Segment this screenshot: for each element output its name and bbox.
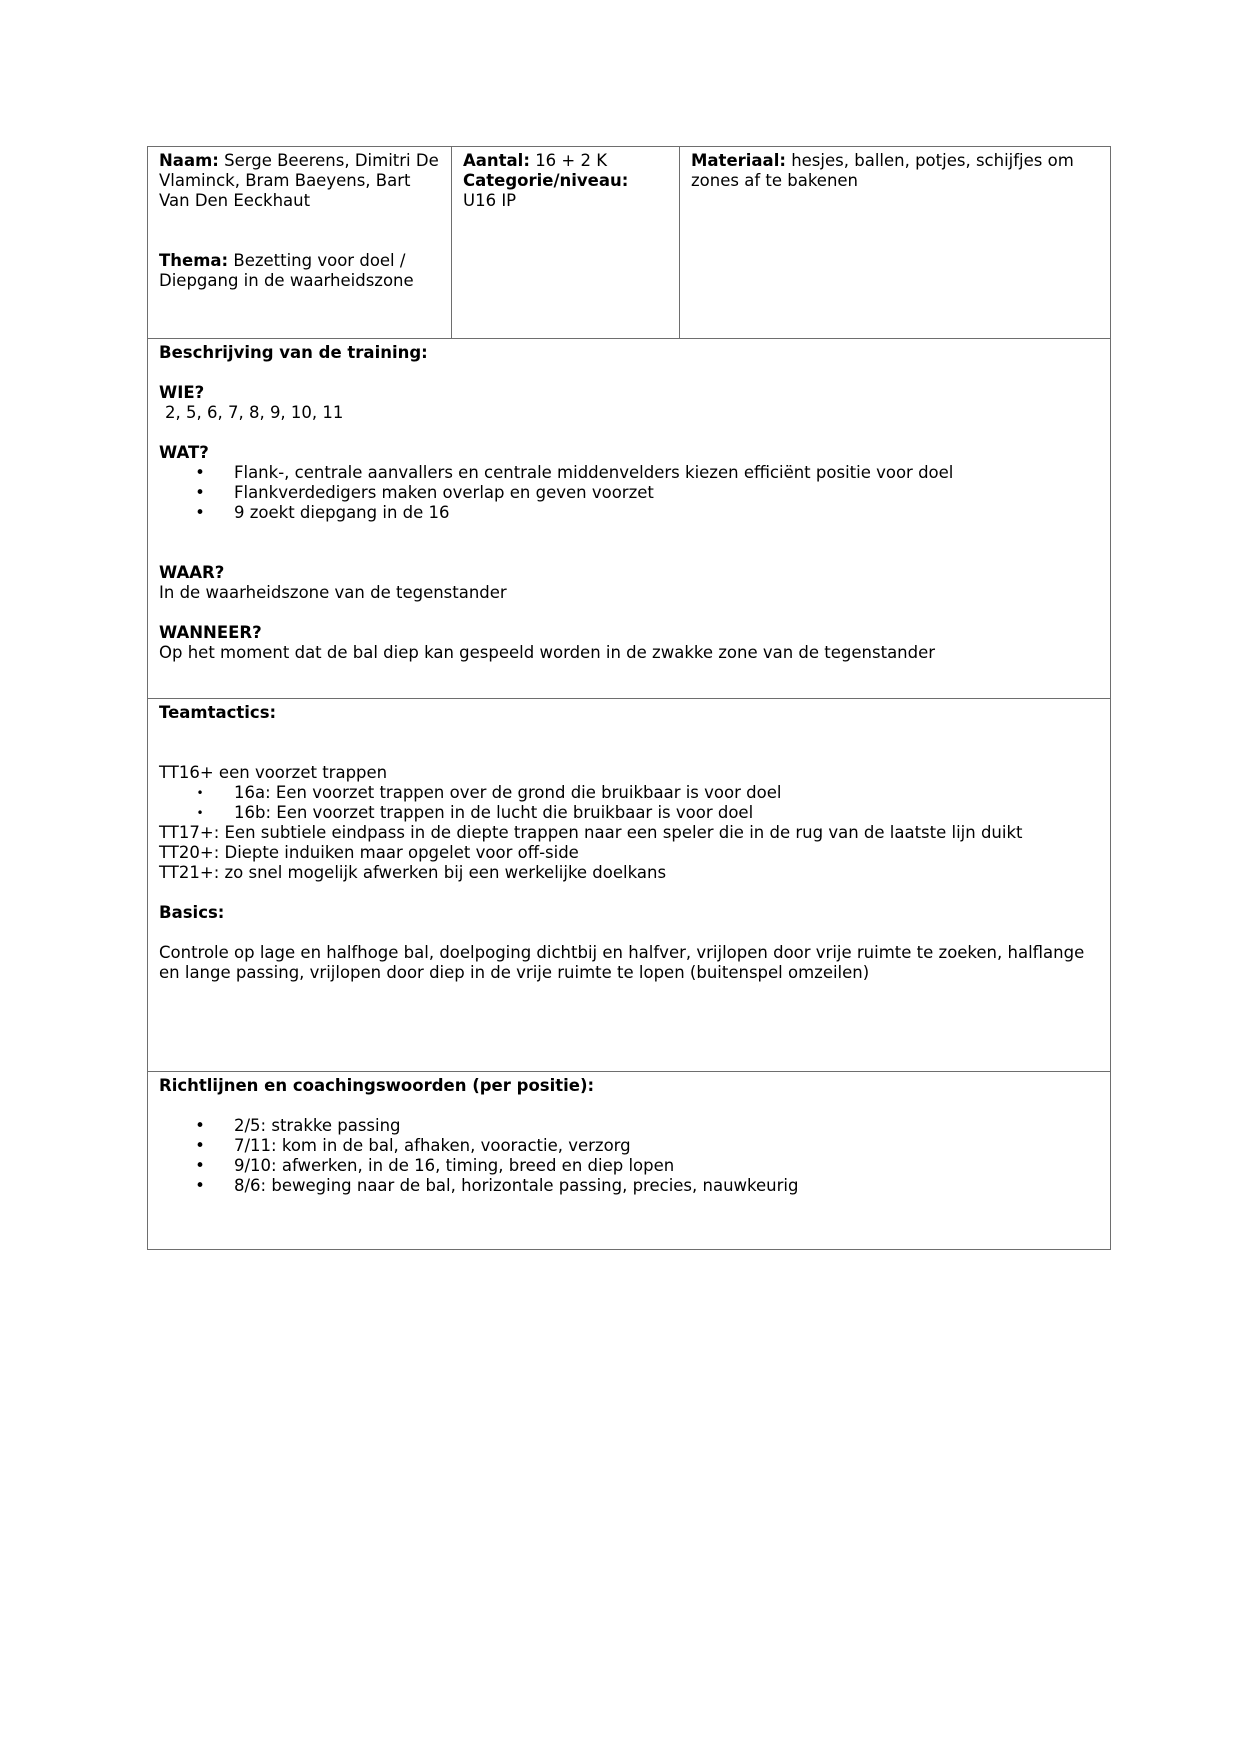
aantal-value: 16 + 2 K bbox=[535, 151, 608, 170]
materiaal-label: Materiaal: bbox=[691, 151, 786, 170]
list-item: • 16b: Een voorzet trappen in de lucht die bruikbaar is voor doel bbox=[193, 803, 1099, 823]
materiaal-value: hesjes, ballen, potjes, schijfjes om zones af te bakenen bbox=[691, 151, 1074, 190]
richtlijnen-cell bbox=[148, 1072, 1111, 1250]
richtlijnen-row bbox=[148, 1072, 1111, 1250]
naam-value: Serge Beerens, Dimitri De Vlaminck, Bram Baeyens, Bart Van Den Eeckhaut bbox=[159, 151, 439, 210]
list-item: • 7/11: kom in de bal, afhaken, vooractie, verzorg bbox=[193, 1136, 1099, 1156]
teamtactics-row bbox=[148, 699, 1111, 1072]
training-form bbox=[147, 146, 1110, 1250]
thema-value: Bezetting voor doel / Diepgang in de waarheidszone bbox=[159, 251, 414, 290]
tt16-list bbox=[159, 783, 1099, 823]
beschrijving-row bbox=[148, 339, 1111, 699]
bullet-icon: • bbox=[196, 806, 204, 820]
bullet-icon: • bbox=[195, 1136, 205, 1155]
basics-text: Controle op lage en halfhoge bal, doelpoging dichtbij en halfver, vrijlopen door vrije ruimte te zoeken, halflange en lange passing, vrijlopen door diep in de vrije ruimte te lopen (buitenspel omzeilen) bbox=[159, 943, 1085, 982]
wat-list bbox=[159, 463, 1099, 523]
tt21-line: TT21+: zo snel mogelijk afwerken bij een werkelijke doelkans bbox=[159, 863, 667, 882]
beschrijving-cell bbox=[148, 339, 1111, 699]
list-item: • 16a: Een voorzet trappen over de grond die bruikbaar is voor doel bbox=[193, 783, 1099, 803]
bullet-icon: • bbox=[195, 1156, 205, 1175]
basics-title: Basics: bbox=[159, 903, 225, 922]
naam-label: Naam: bbox=[159, 151, 219, 170]
list-item: • Flankverdedigers maken overlap en geven voorzet bbox=[193, 483, 1099, 503]
wat-label: WAT? bbox=[159, 443, 209, 462]
bullet-icon: • bbox=[195, 483, 205, 502]
richtlijnen-title: Richtlijnen en coachingswoorden (per positie): bbox=[159, 1076, 595, 1095]
list-item: • 9 zoekt diepgang in de 16 bbox=[193, 503, 1099, 523]
tt16-line: TT16+ een voorzet trappen bbox=[159, 763, 388, 782]
tt20-line: TT20+: Diepte induiken maar opgelet voor off-side bbox=[159, 843, 579, 862]
waar-label: WAAR? bbox=[159, 563, 225, 582]
bullet-icon: • bbox=[196, 786, 204, 800]
richtlijnen-list bbox=[159, 1116, 1099, 1196]
aantal-cell bbox=[452, 147, 680, 339]
bullet-icon: • bbox=[195, 1176, 205, 1195]
teamtactics-title: Teamtactics: bbox=[159, 703, 277, 722]
header-row bbox=[148, 147, 1111, 339]
training-table bbox=[147, 146, 1111, 1250]
list-item: • 8/6: beweging naar de bal, horizontale passing, precies, nauwkeurig bbox=[193, 1176, 1099, 1196]
wanneer-label: WANNEER? bbox=[159, 623, 262, 642]
bullet-icon: • bbox=[195, 463, 205, 482]
waar-value: In de waarheidszone van de tegenstander bbox=[159, 583, 507, 602]
teamtactics-cell bbox=[148, 699, 1111, 1072]
beschrijving-title: Beschrijving van de training: bbox=[159, 343, 428, 362]
materiaal-cell bbox=[680, 147, 1111, 339]
wanneer-value: Op het moment dat de bal diep kan gespeeld worden in de zwakke zone van de tegenstander bbox=[159, 643, 936, 662]
categorie-value: U16 IP bbox=[463, 191, 517, 210]
naam-cell bbox=[148, 147, 452, 339]
thema-label: Thema: bbox=[159, 251, 229, 270]
wie-label: WIE? bbox=[159, 383, 205, 402]
list-item: • 2/5: strakke passing bbox=[193, 1116, 1099, 1136]
list-item: • Flank-, centrale aanvallers en centrale middenvelders kiezen efficiënt positie voor doel bbox=[193, 463, 1099, 483]
list-item: • 9/10: afwerken, in de 16, timing, breed en diep lopen bbox=[193, 1156, 1099, 1176]
wie-value: 2, 5, 6, 7, 8, 9, 10, 11 bbox=[165, 403, 344, 422]
bullet-icon: • bbox=[195, 503, 205, 522]
bullet-icon: • bbox=[195, 1116, 205, 1135]
categorie-label: Categorie/niveau: bbox=[463, 171, 629, 190]
aantal-label: Aantal: bbox=[463, 151, 530, 170]
tt17-line: TT17+: Een subtiele eindpass in de diepte trappen naar een speler die in de rug van de laatste lijn duikt bbox=[159, 823, 1023, 842]
